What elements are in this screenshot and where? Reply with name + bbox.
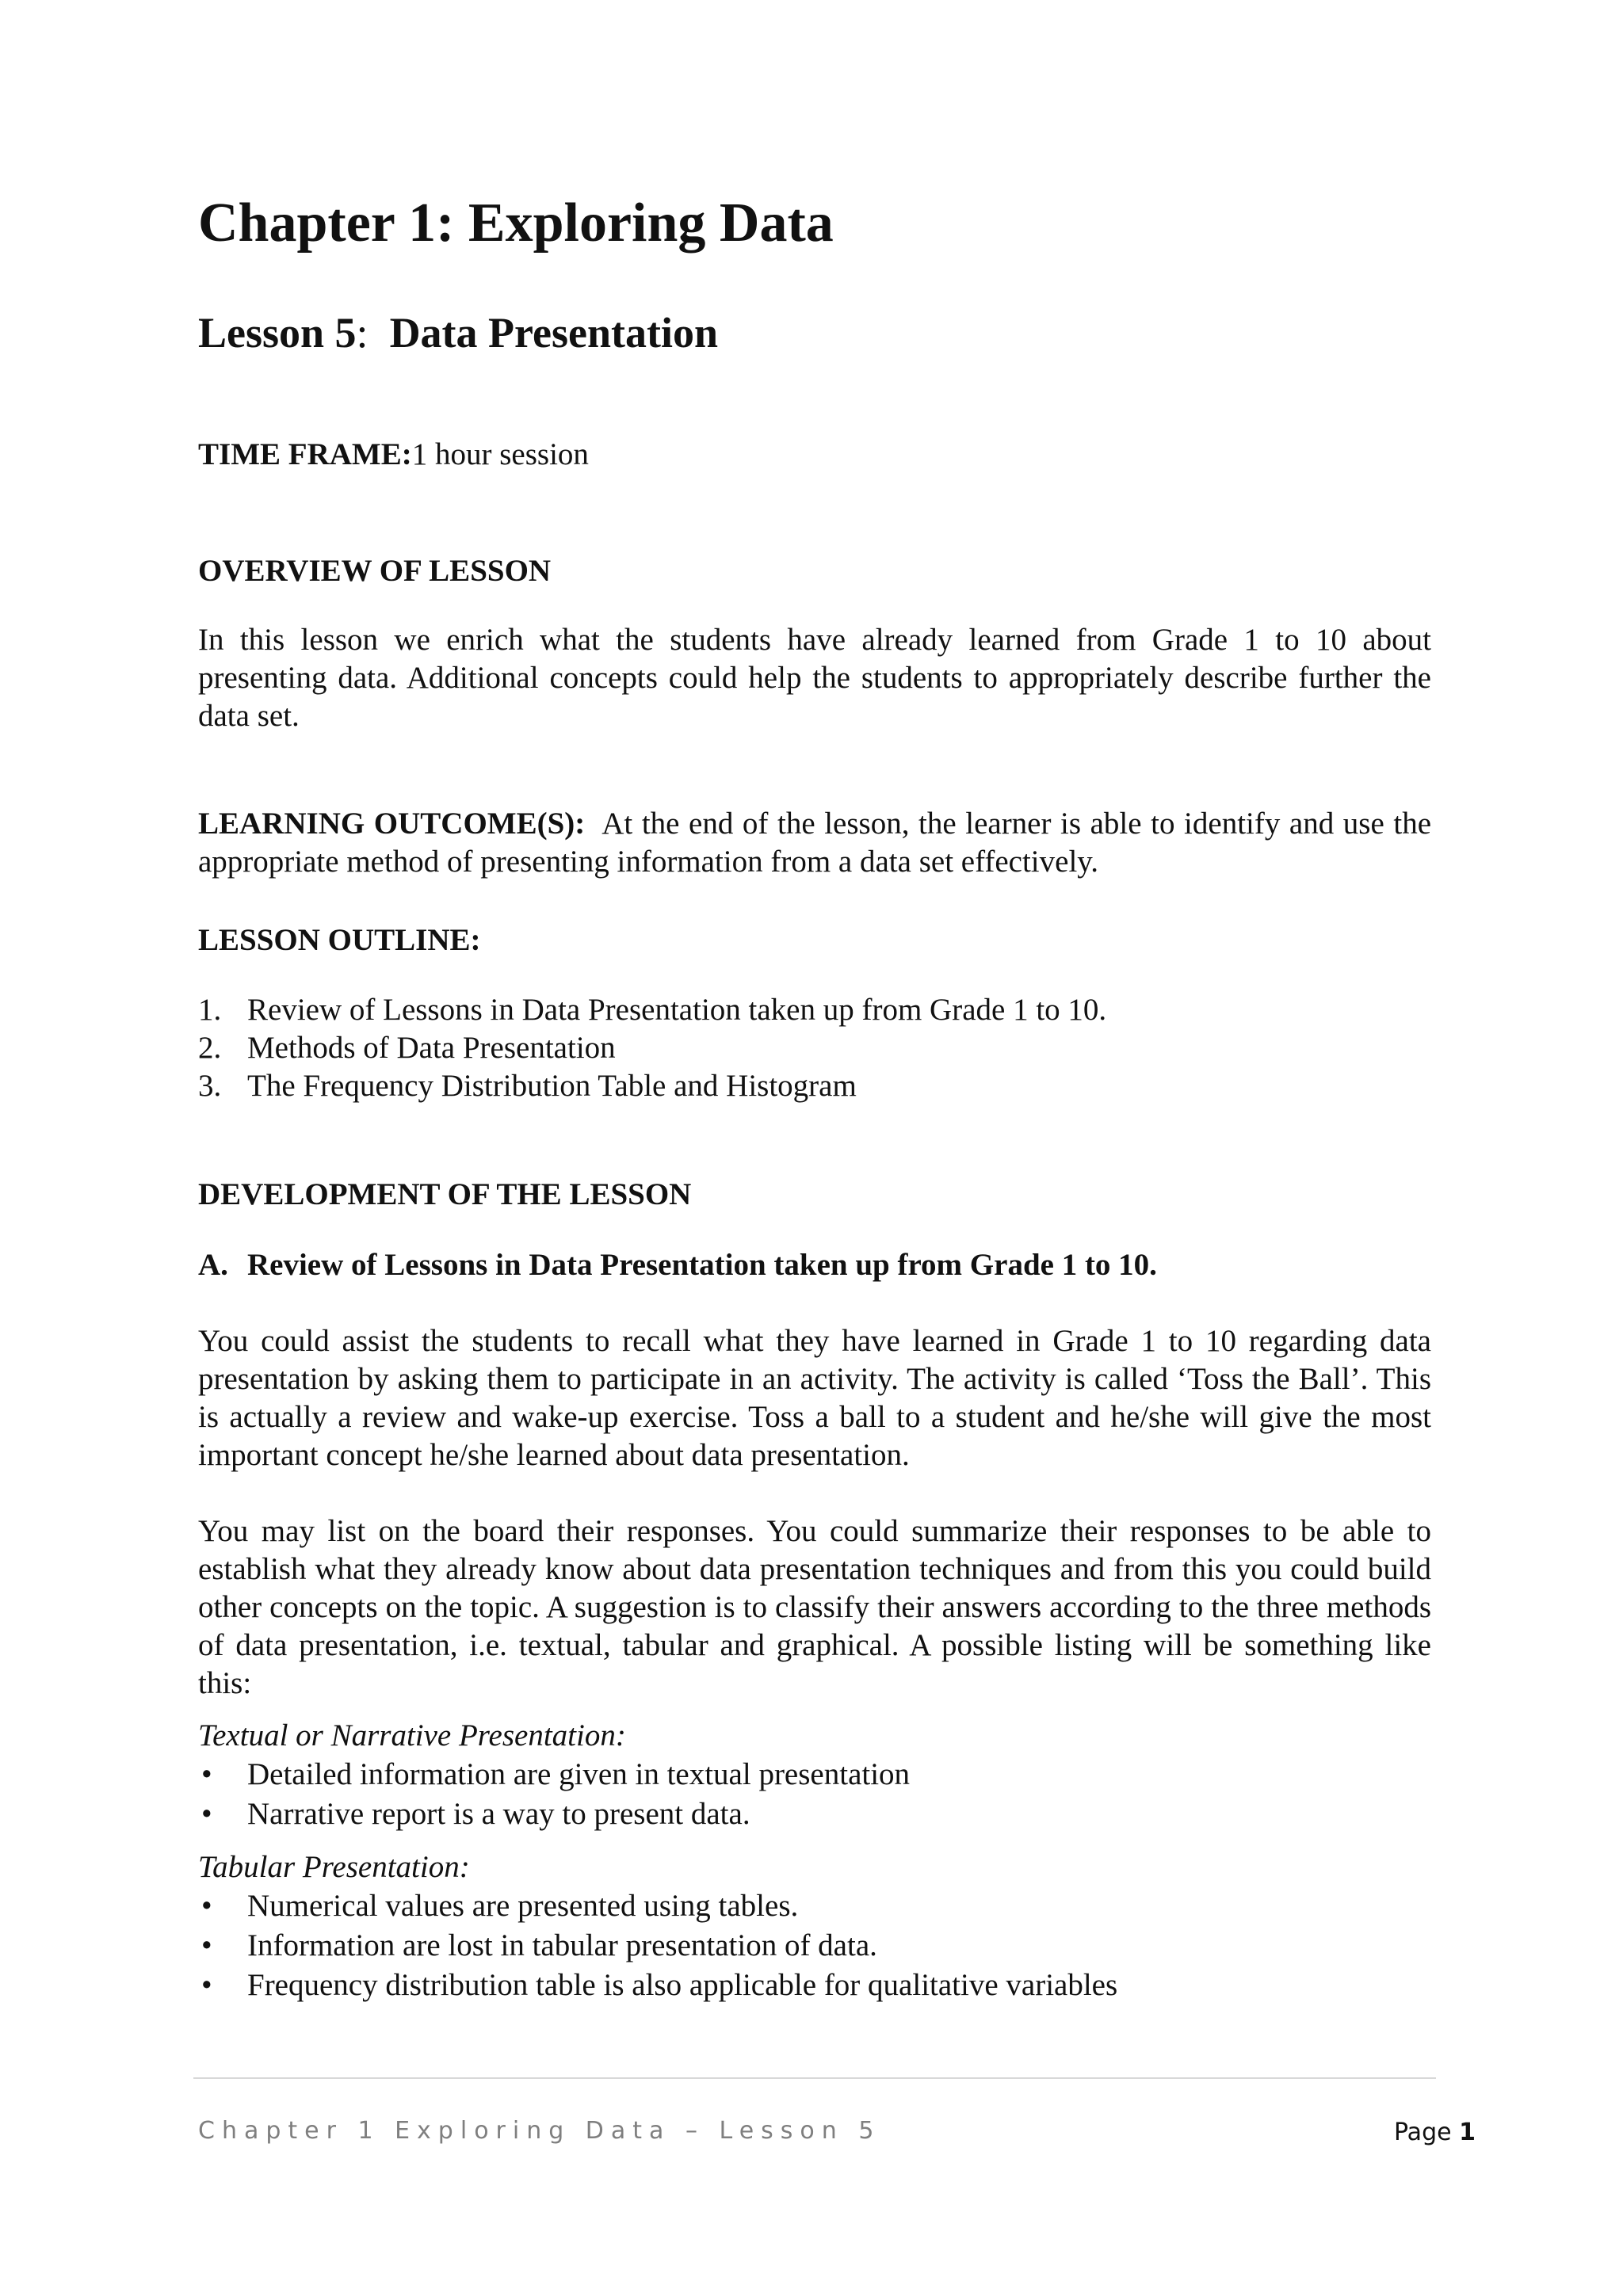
review-paragraph-2: You may list on the board their responses. You could summarize their responses to be able to establish what they already know about data presentation techniques and from this you could build other concepts on the topic. A suggestion is to classify their answers according to the three methods of data presentation, i.e. textual, tabular and graphical. A possible listing will be something like this: (198, 1513, 1431, 1700)
overview-heading: OVERVIEW OF LESSON (198, 553, 552, 588)
learning-outcome-label: LEARNING OUTCOME(S): (198, 807, 586, 841)
learning-outcome-text: At the end of the lesson, the learner is able to identify and use the appropriate method of presenting information from a data set effectively. (198, 807, 1432, 879)
outline-item-text: Review of Lessons in Data Presentation taken up from Grade 1 to 10. (247, 993, 1107, 1028)
section-a-heading (198, 1247, 1431, 1284)
lesson-label: Lesson 5 (198, 309, 357, 357)
outline-item-number: 1. (198, 993, 222, 1028)
outline-item-number: 3. (198, 1069, 222, 1104)
time-frame-label: TIME FRAME: (198, 437, 412, 471)
outline-item (198, 991, 1431, 1029)
list-item (198, 1886, 1431, 1926)
list-item (198, 1966, 1431, 2005)
section-a-title: Review of Lessons in Data Presentation taken up from Grade 1 to 10. (247, 1247, 1157, 1282)
tabular-presentation-list (198, 1886, 1431, 2005)
bullet-icon: • (201, 1756, 212, 1791)
chapter-title: Chapter 1: Exploring Data (198, 193, 834, 254)
overview-text: In this lesson we enrich what the students have already learned from Grade 1 to 10 about presenting data. Additional concepts could help the students to appropriately describe further the data set. (198, 623, 1431, 734)
list-item-text: Narrative report is a way to present data. (247, 1796, 750, 1831)
learning-outcome (198, 805, 1431, 881)
list-item (198, 1794, 1431, 1834)
list-item-text: Information are lost in tabular presentation of data. (247, 1928, 877, 1962)
outline-item-text: The Frequency Distribution Table and Histogram (247, 1069, 857, 1104)
time-frame (198, 437, 1431, 474)
footer-divider (193, 2077, 1436, 2079)
lesson-title (198, 307, 1431, 359)
footer-page-number (1394, 2119, 1476, 2146)
time-frame-value: 1 hour session (411, 437, 589, 471)
outline-item (198, 1067, 1431, 1105)
outline-item-number: 2. (198, 1031, 222, 1066)
textual-presentation-list (198, 1755, 1431, 1834)
bullet-icon: • (201, 1967, 212, 2002)
tabular-presentation-heading: Tabular Presentation: (198, 1849, 470, 1884)
lesson-name: Data Presentation (389, 309, 719, 357)
list-item (198, 1755, 1431, 1794)
list-item-text: Frequency distribution table is also applicable for qualitative variables (247, 1967, 1118, 2002)
page-content (198, 190, 1431, 2005)
page-label: Page (1393, 2119, 1452, 2146)
lesson-separator: : (356, 309, 369, 357)
footer-chapter-label: Chapter 1 Exploring Data – Lesson 5 (198, 2117, 881, 2145)
outline-item (198, 1029, 1431, 1067)
lesson-outline-list (198, 991, 1431, 1105)
bullet-icon: • (201, 1888, 212, 1923)
page-number: 1 (1459, 2119, 1476, 2146)
bullet-icon: • (201, 1796, 212, 1831)
review-paragraph-1: You could assist the students to recall what they have learned in Grade 1 to 10 regarding data presentation by asking them to participate in an activity. The activity is called ‘Toss the Ball’. This is actually a review and wake-up exercise. Toss a ball to a student and he/she will give the most important concept he/she learned about data presentation. (198, 1323, 1431, 1472)
outline-item-text: Methods of Data Presentation (247, 1031, 616, 1066)
bullet-icon: • (201, 1928, 212, 1962)
section-a-letter: A. (198, 1247, 228, 1282)
list-item (198, 1926, 1431, 1966)
list-item-text: Numerical values are presented using tables. (247, 1888, 799, 1923)
textual-presentation-heading: Textual or Narrative Presentation: (198, 1718, 626, 1753)
list-item-text: Detailed information are given in textual presentation (247, 1756, 911, 1791)
development-heading: DEVELOPMENT OF THE LESSON (198, 1177, 692, 1212)
lesson-outline-heading: LESSON OUTLINE: (198, 923, 481, 958)
